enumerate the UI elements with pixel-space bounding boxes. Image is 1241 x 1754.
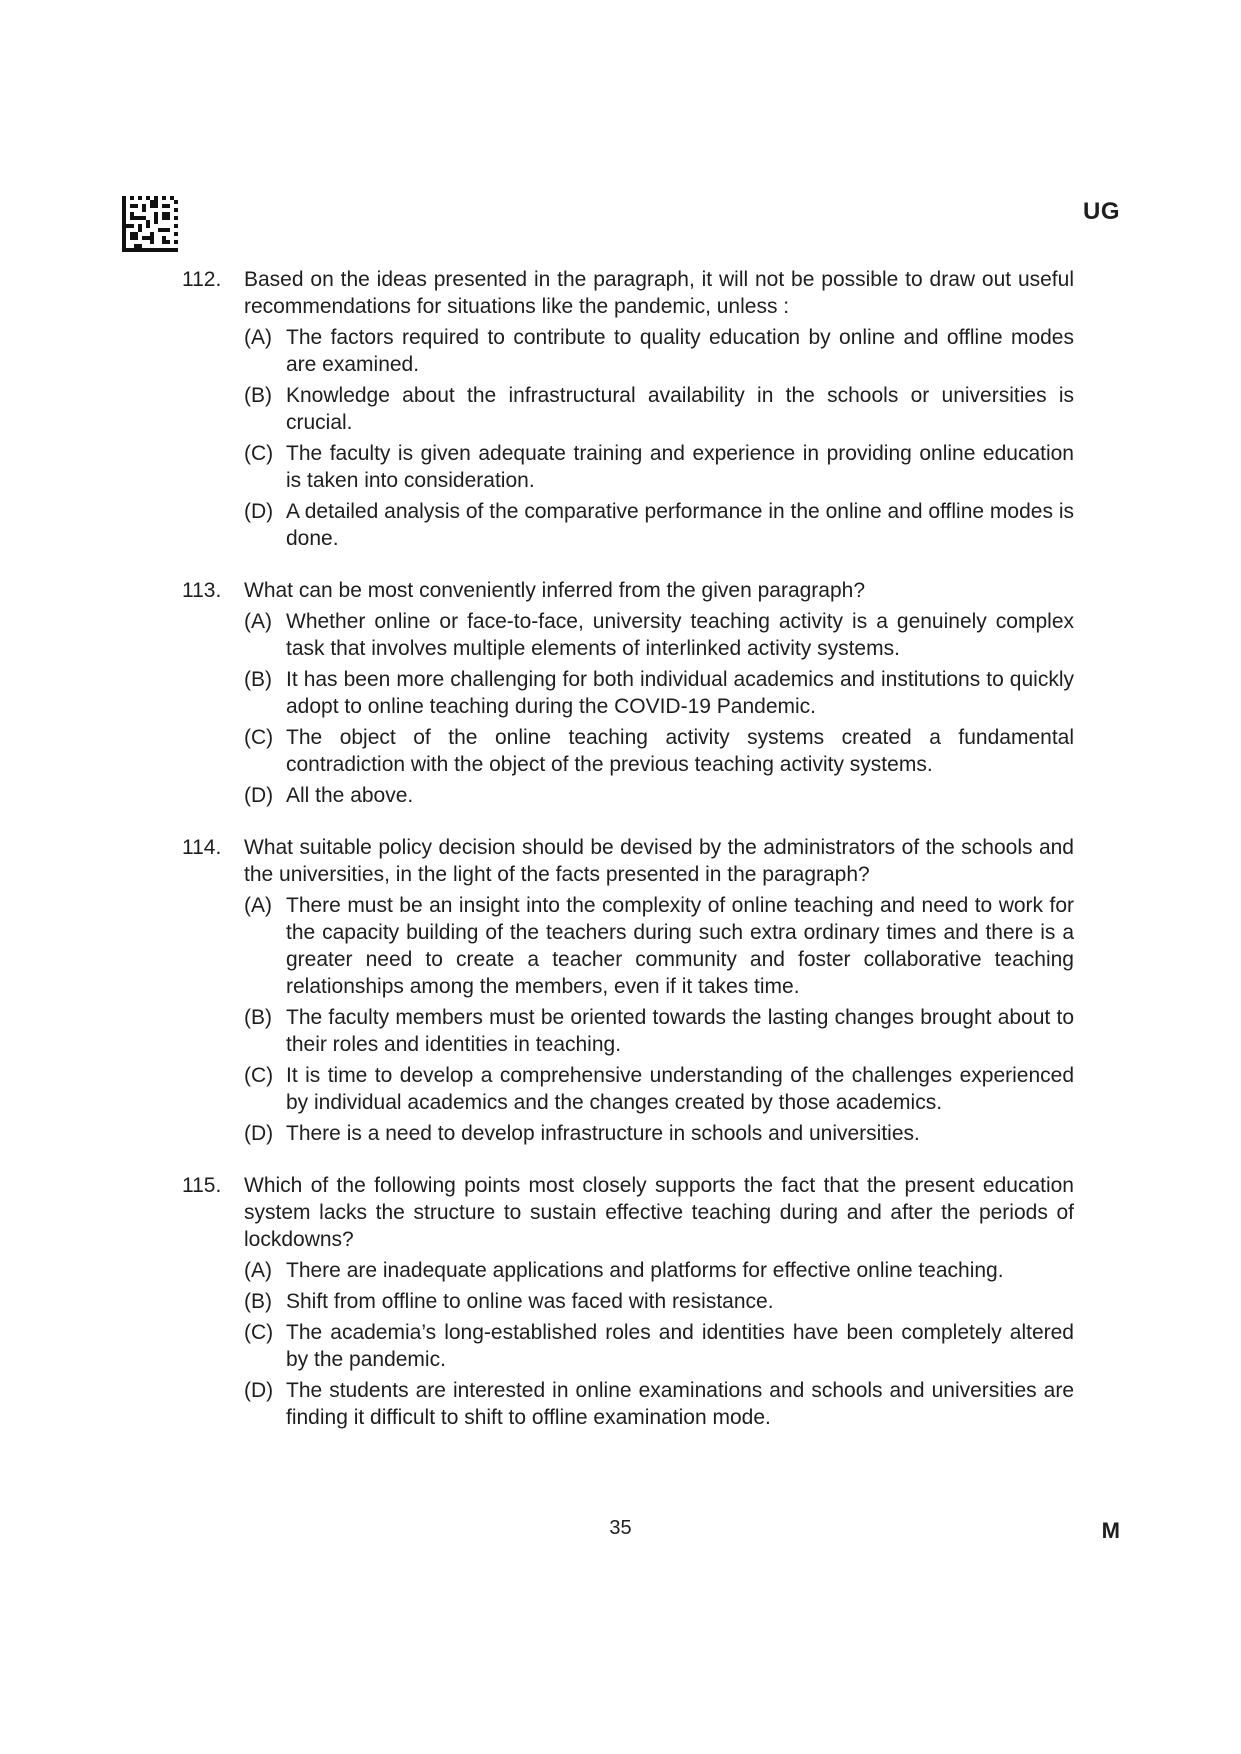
option-text: It has been more challenging for both individual academics and institutions to quickly adopt to online teaching during the COVID-19 Pandemic. [286, 668, 1074, 718]
option-label: (A) [244, 1259, 272, 1282]
option-text: Knowledge about the infrastructural availability in the schools or universities is crucial. [286, 384, 1074, 434]
option-b [244, 666, 1074, 720]
option-text: There is a need to develop infrastructure in schools and universities. [286, 1122, 920, 1145]
option-text: The object of the online teaching activity systems created a fundamental contradiction with the object of the previous teaching activity systems. [286, 726, 1074, 776]
option-b [244, 1288, 1074, 1315]
option-c [244, 1062, 1074, 1116]
option-d [244, 1377, 1074, 1431]
header-code: UG [1083, 198, 1120, 225]
option-a [244, 1257, 1074, 1284]
datamatrix-code [122, 196, 178, 252]
option-label: (A) [244, 894, 272, 917]
option-label: (C) [244, 1321, 274, 1344]
option-c [244, 724, 1074, 778]
option-text: There are inadequate applications and platforms for effective online teaching. [286, 1259, 1004, 1282]
question-list [182, 266, 1074, 1456]
option-label: (B) [244, 1290, 272, 1313]
option-label: (D) [244, 784, 274, 807]
option-label: (D) [244, 500, 274, 523]
option-c [244, 440, 1074, 494]
option-b [244, 1004, 1074, 1058]
question-number: 115. [182, 1174, 222, 1197]
option-text: Shift from offline to online was faced with resistance. [286, 1290, 774, 1313]
option-text: The students are interested in online examinations and schools and universities are finding it difficult to shift to offline examination mode. [286, 1379, 1074, 1429]
footer-code: M [1101, 1518, 1120, 1543]
question-number: 114. [182, 836, 222, 859]
question-115 [182, 1172, 1074, 1431]
question-114 [182, 834, 1074, 1147]
option-d [244, 782, 1074, 809]
option-label: (B) [244, 1006, 272, 1029]
option-text: The faculty members must be oriented towards the lasting changes brought about to their roles and identities in teaching. [286, 1006, 1074, 1056]
option-label: (C) [244, 442, 274, 465]
question-text: What suitable policy decision should be devised by the administrators of the schools and the universities, in the light of the facts presented in the paragraph? [244, 836, 1074, 886]
option-label: (D) [244, 1379, 274, 1402]
question-text: What can be most conveniently inferred from the given paragraph? [244, 579, 866, 602]
option-text: Whether online or face-to-face, university teaching activity is a genuinely complex task that involves multiple elements of interlinked activity systems. [286, 610, 1074, 660]
question-number: 113. [182, 579, 222, 602]
option-text: The academia’s long-established roles and identities have been completely altered by the pandemic. [286, 1321, 1074, 1371]
option-label: (A) [244, 326, 272, 349]
option-label: (C) [244, 726, 274, 749]
option-c [244, 1319, 1074, 1373]
option-a [244, 608, 1074, 662]
option-a [244, 892, 1074, 1000]
question-text: Based on the ideas presented in the paragraph, it will not be possible to draw out useful recommendations for situations like the pandemic, unless : [244, 268, 1074, 318]
option-label: (D) [244, 1122, 274, 1145]
option-text: It is time to develop a comprehensive understanding of the challenges experienced by individual academics and the changes created by those academics. [286, 1064, 1074, 1114]
option-text: A detailed analysis of the comparative performance in the online and offline modes is done. [286, 500, 1074, 550]
page-number: 35 [609, 1517, 632, 1539]
option-a [244, 324, 1074, 378]
option-label: (B) [244, 668, 272, 691]
option-text: The faculty is given adequate training and experience in providing online education is taken into consideration. [286, 442, 1074, 492]
option-label: (A) [244, 610, 272, 633]
option-b [244, 382, 1074, 436]
option-text: There must be an insight into the complexity of online teaching and need to work for the capacity building of the teachers during such extra ordinary times and there is a greater need to create a teacher community and foster collaborative teaching relationships among the members, even if it takes time. [286, 894, 1074, 998]
option-text: All the above. [286, 784, 414, 807]
option-d [244, 1120, 1074, 1147]
option-text: The factors required to contribute to quality education by online and offline modes are examined. [286, 326, 1074, 376]
question-text: Which of the following points most closely supports the fact that the present education system lacks the structure to sustain effective teaching during and after the periods of lockdowns? [244, 1174, 1074, 1251]
option-label: (C) [244, 1064, 274, 1087]
option-d [244, 498, 1074, 552]
question-number: 112. [182, 268, 222, 291]
question-112 [182, 266, 1074, 552]
option-label: (B) [244, 384, 272, 407]
question-113 [182, 577, 1074, 809]
